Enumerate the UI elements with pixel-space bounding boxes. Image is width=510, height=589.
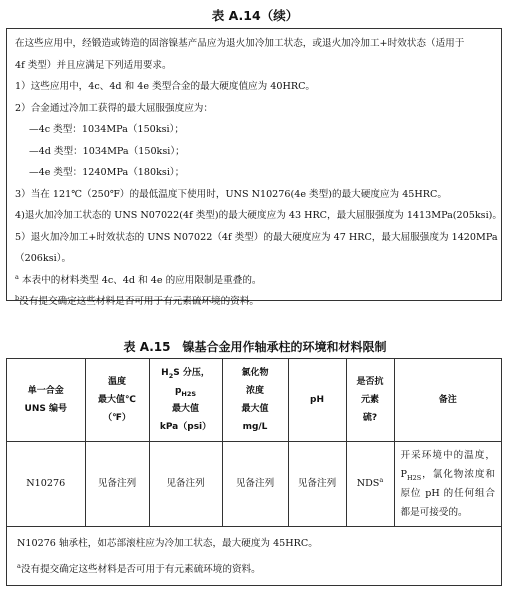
header-temp: 温度 最大值℃ （℉） (85, 359, 149, 442)
header-ph: pH (288, 359, 346, 442)
note-b-mark: b (15, 293, 20, 302)
table-a14-title: 表 A.14（续） (211, 8, 299, 23)
note-b (15, 291, 493, 313)
item-2-4d: —4d 类型：1034MPa（150ksi）； (29, 145, 185, 157)
item-1: 1）这些应用中，4c、4d 和 4e 类型合金的最大硬度值应为 40HRC。 (15, 81, 316, 92)
cell-h2s: 见备注列 (149, 442, 222, 527)
item-2-4e: —4e 类型：1240MPa（180ksi）； (29, 167, 185, 178)
header-chloride: 氯化物 浓度 最大值 mg/L (222, 359, 288, 442)
item-5-line-2: （206ksi）。 (15, 253, 72, 264)
item-2: 2）合金通过冷加工获得的最大屈服强度应为： (15, 102, 213, 114)
table-header-row (7, 359, 501, 442)
item-4: 4)退火加冷加工状态的 UNS N07022(4f 类型)的最大硬度应为 43 HRC，最大屈服强度为 1413MPa(205ksi)。 (15, 210, 503, 221)
cell-remark: 开采环境中的温度，$P_{H2S}$，氯化物浓度和原位 pH 的任何组合都是可接受的。 (394, 442, 501, 527)
table-a15-box (6, 358, 502, 586)
note-b-text: 没有提交确定这些材料是否可用于有元素硫环境的资料。 (19, 296, 260, 307)
table-a15 (7, 359, 501, 527)
header-remark: 备注 (394, 359, 501, 442)
cell-alloy: N10276 (7, 442, 85, 527)
cell-temp: 见备注列 (85, 442, 149, 527)
item-3: 3）当在 121℃（250℉）的最低温度下使用时，UNS N10276(4e 类型)的最大硬度应为 45HRC。 (15, 188, 447, 200)
footnote-n10276: N10276 轴承柱，如芯部滚柱应为冷加工状态，最大硬度为 45HRC。 (17, 538, 318, 549)
intro-line-1: 在这些应用中，经锻造或铸造的固溶镍基产品应为退火加冷加工状态，或退火加冷加工+时效状态（适用于 (15, 38, 465, 49)
header-sulfur: 是否抗 元素 硫? (346, 359, 394, 442)
footnote-a: $^a$没有提交确定这些材料是否可用于有元素硫环境的资料。 (17, 561, 261, 575)
table-a15-footnotes (7, 527, 501, 583)
item-5-line-1: 5）退火加冷加工+时效状态的 UNS N07022（4f 类型）的最大硬度应为 47 HRC，最大屈服强度为 1420MPa (15, 231, 498, 243)
header-alloy: 单一合金 UNS 编号 (7, 359, 85, 442)
item-2-4c: —4c 类型：1034MPa（150ksi）； (29, 124, 184, 135)
note-a-mark: a (15, 272, 19, 281)
table-a14-box (6, 28, 503, 307)
table-a15-title: 表 A.15 镍基合金用作轴承柱的环境和材料限制 (123, 340, 387, 354)
cell-chloride: 见备注列 (222, 442, 288, 527)
cell-ph: 见备注列 (288, 442, 346, 527)
header-h2s: $H_2S$ 分压， $p_{H2S}$ 最大值 kPa（psi） (149, 359, 222, 442)
note-a (15, 270, 493, 292)
cell-sulfur: NDS$^a$ (346, 442, 394, 527)
note-a-text: 本表中的材料类型 4c、4d 和 4e 的应用限制是重叠的。 (18, 274, 262, 286)
intro-line-2: 4f 类型）并且应满足下列适用要求。 (15, 59, 172, 71)
table-row (7, 442, 501, 527)
